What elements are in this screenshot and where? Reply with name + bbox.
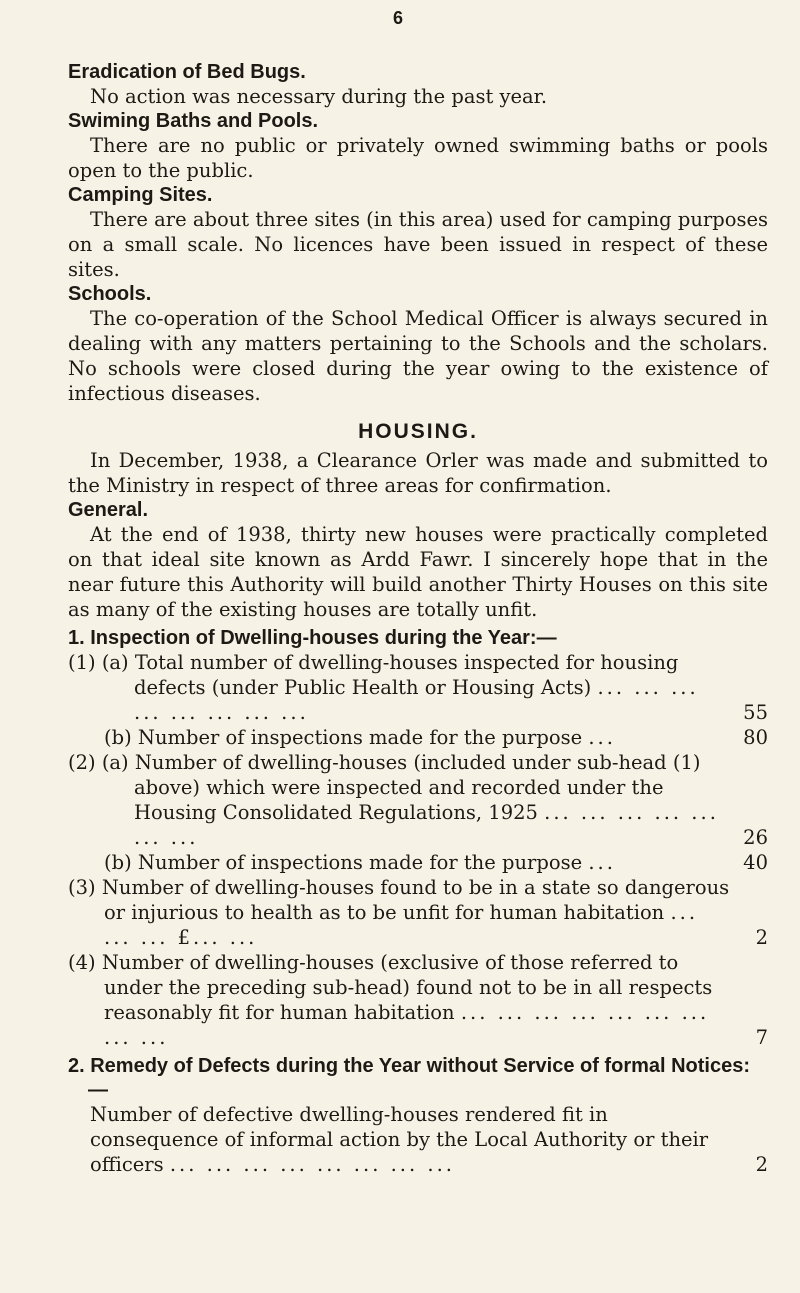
baths-text: There are no public or privately owned swimming baths or pools open to the public. <box>68 134 768 182</box>
camping-heading: Camping Sites. <box>68 184 213 206</box>
schools-heading: Schools. <box>68 283 152 305</box>
leader-dots: ... ... ... ... ... ... ... ... <box>134 676 699 724</box>
leader-dots: ... ... ... £... ... <box>104 901 699 949</box>
inspection-item-value: 7 <box>755 1026 768 1049</box>
general-heading: General. <box>68 499 149 521</box>
leader-dots: ... ... ... ... ... ... ... ... <box>169 1153 455 1176</box>
inspection-item-label: (2) (a) Number of dwelling-houses (included under sub-head (1) above) which were inspected and recorded under the Housing Consolidated Regulations, 1925 <box>68 751 701 824</box>
schools-text: The co-operation of the School Medical Officer is always secured in dealing with any matters pertaining to the Schools and the scholars. No schools were closed during the year owing to the existence of infectious diseases. <box>68 307 768 405</box>
inspection-item-4 <box>68 950 768 1050</box>
remedy-label: Number of defective dwelling-houses rendered fit in consequence of informal action by the Local Authority or their officers <box>90 1103 709 1176</box>
baths-heading: Swiming Baths and Pools. <box>68 110 319 132</box>
inspection-item-1b <box>68 725 768 750</box>
inspection-item-2a <box>68 750 768 850</box>
inspection-item-value: 80 <box>743 726 768 749</box>
camping-text: There are about three sites (in this area) used for camping purposes on a small scale. No licences have been issued in respect of these sites. <box>68 208 768 281</box>
inspection-item-value: 40 <box>743 851 768 874</box>
inspection-item-label: (b) Number of inspections made for the purpose <box>104 726 583 749</box>
housing-intro: In December, 1938, a Clearance Orler was made and submitted to the Ministry in respect of three areas for confirmation. <box>68 449 768 497</box>
remedy-heading: 2. Remedy of Defects during the Year without Service of formal Notices:— <box>68 1055 751 1101</box>
inspection-item-1a <box>68 650 768 725</box>
remedy-item <box>68 1102 768 1177</box>
page-number: 6 <box>393 8 404 28</box>
inspection-item-value: 2 <box>755 926 768 949</box>
inspection-heading: 1. Inspection of Dwelling-houses during the Year:— <box>68 627 557 649</box>
leader-dots: ... <box>588 726 616 749</box>
leader-dots: ... ... ... ... ... ... ... <box>134 801 719 849</box>
inspection-item-2b <box>68 850 768 875</box>
inspection-item-label: (b) Number of inspections made for the purpose <box>104 851 583 874</box>
leader-dots: ... <box>588 851 616 874</box>
inspection-item-value: 26 <box>743 826 768 849</box>
inspection-item-label: (4) Number of dwelling-houses (exclusive of those referred to under the preceding sub-head) found not to be in all respects reasonably fit for human habitation <box>68 951 713 1024</box>
page-content <box>68 60 768 1177</box>
bedbugs-heading: Eradication of Bed Bugs. <box>68 61 306 83</box>
housing-heading: HOUSING. <box>358 420 478 443</box>
leader-dots: ... ... ... ... ... ... ... ... ... <box>104 1001 710 1049</box>
inspection-item-label: (1) (a) Total number of dwelling-houses inspected for housing defects (under Public Health or Housing Acts) <box>68 651 679 699</box>
inspection-item-value: 55 <box>743 701 768 724</box>
bedbugs-text: No action was necessary during the past year. <box>90 85 548 108</box>
remedy-value: 2 <box>755 1153 768 1176</box>
inspection-item-label: (3) Number of dwelling-houses found to be in a state so dangerous or injurious to health as to be unfit for human habitation <box>68 876 730 924</box>
inspection-item-3 <box>68 875 768 950</box>
general-text: At the end of 1938, thirty new houses were practically completed on that ideal site known as Ardd Fawr. I sincerely hope that in the near future this Authority will build another Thirty Houses on this site as many of the existing houses are totally unfit. <box>68 523 768 621</box>
